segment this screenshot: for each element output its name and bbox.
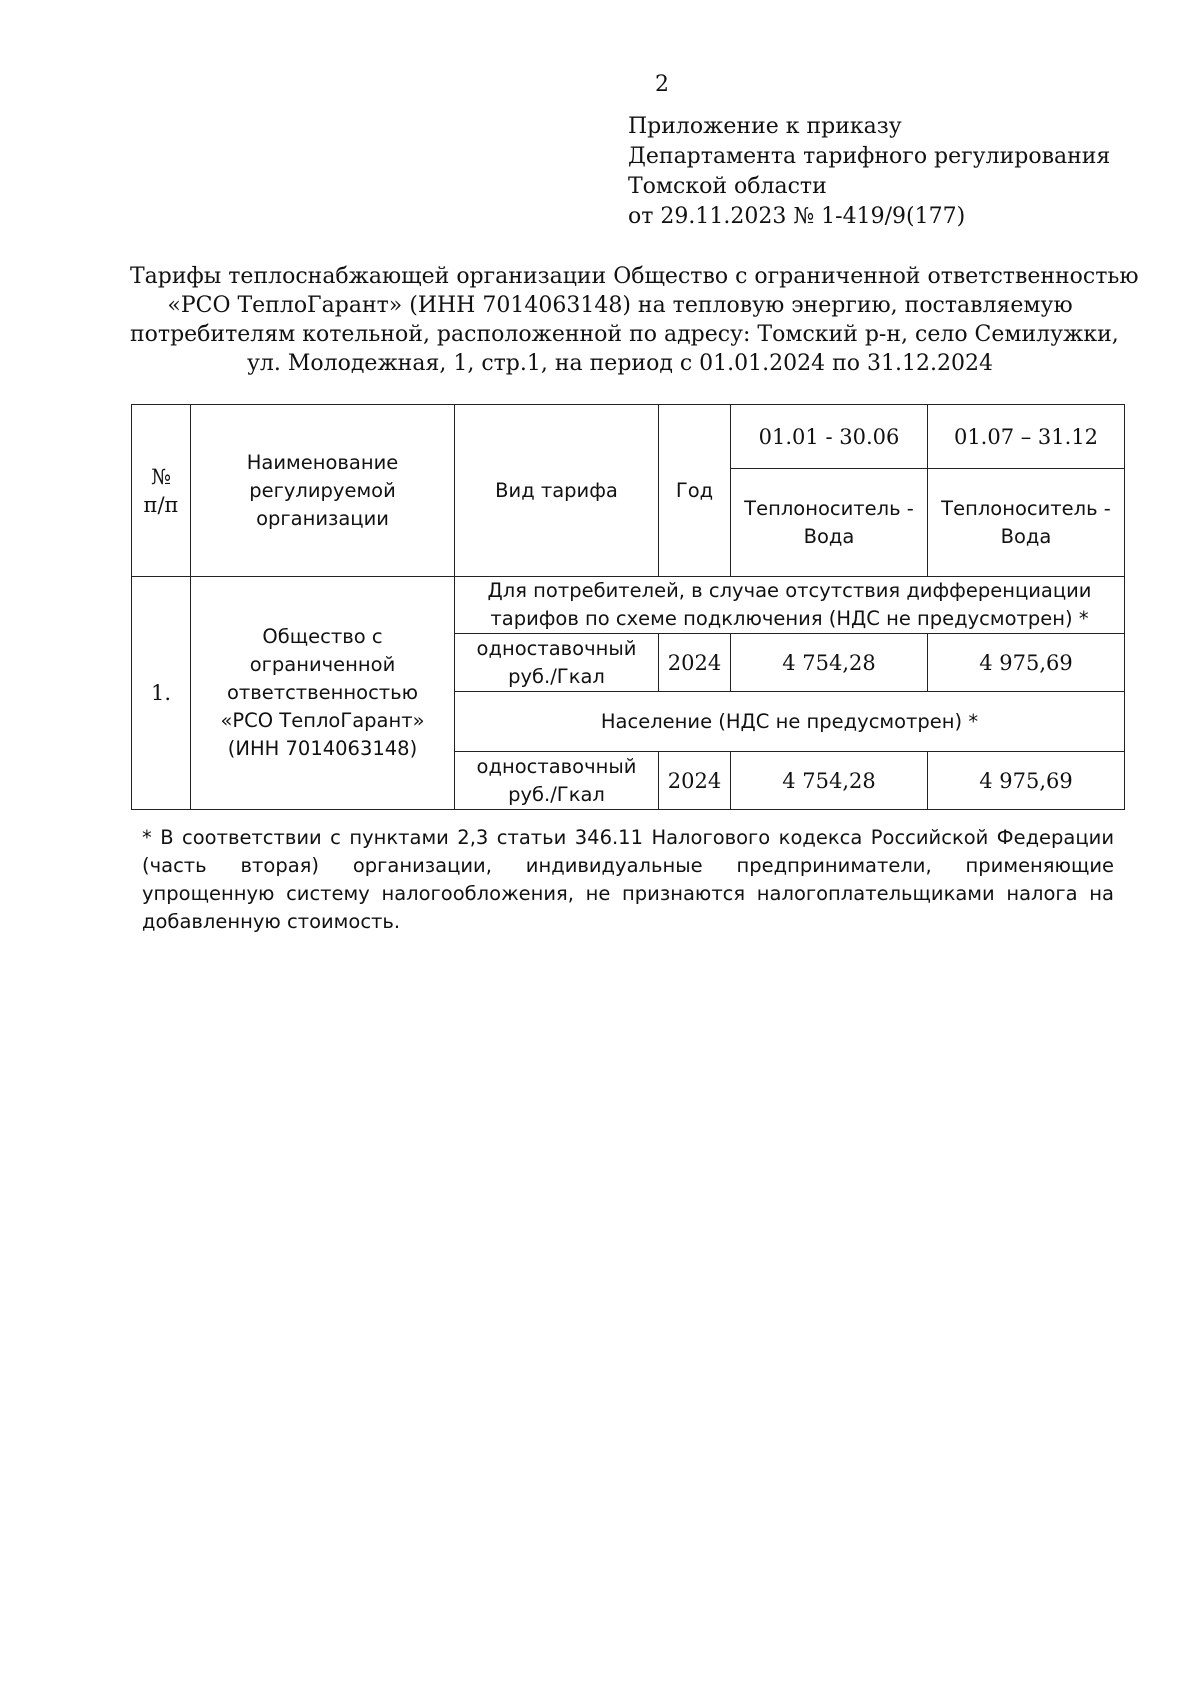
appendix-line: Томской области — [628, 174, 827, 199]
title-line: ул. Молодежная, 1, стр.1, на период с 01.01.2024 по 31.12.2024 — [246, 351, 993, 376]
header-organization: Наименование регулируемой организации — [191, 405, 455, 577]
title-line: «РСО ТеплоГарант» (ИНН 7014063148) на тепловую энергию, поставляемую — [167, 293, 1073, 318]
tariff-table — [131, 404, 1125, 810]
row-number: 1. — [132, 577, 191, 810]
page-number: 2 — [655, 72, 669, 97]
tariff-type-cell: одноставочный руб./Гкал — [455, 634, 659, 692]
header-number: № п/п — [132, 405, 191, 577]
document-title — [130, 262, 1139, 378]
appendix-line: Приложение к приказу — [628, 114, 902, 139]
appendix-header — [628, 112, 1110, 232]
section-title-consumers: Для потребителей, в случае отсутствия дифференциации тарифов по схеме подключения (НДС не предусмотрен) * — [455, 577, 1125, 634]
tariff-value-period-2: 4 975,69 — [928, 634, 1125, 692]
header-period-2: 01.07 – 31.12 — [928, 405, 1125, 469]
header-carrier-1: Теплоноситель - Вода — [731, 469, 928, 577]
year-cell: 2024 — [659, 752, 731, 810]
tariff-value-period-1: 4 754,28 — [731, 634, 928, 692]
table-row — [132, 577, 1125, 634]
tariff-value-period-2: 4 975,69 — [928, 752, 1125, 810]
row-organization: Общество с ограниченной ответственностью «РСО ТеплоГарант» (ИНН 7014063148) — [191, 577, 455, 810]
header-carrier-2: Теплоноситель - Вода — [928, 469, 1125, 577]
footnote: * В соответствии с пунктами 2,3 статьи 346.11 Налогового кодекса Российской Федерации (часть вторая) организации, индивидуальные предприниматели, применяющие упрощенную систему налогообложения, не признаются налогоплательщиками налога на добавленную стоимость. — [142, 826, 1114, 933]
tariff-type-cell: одноставочный руб./Гкал — [455, 752, 659, 810]
appendix-line: от 29.11.2023 № 1-419/9(177) — [628, 204, 966, 229]
section-title-population: Население (НДС не предусмотрен) * — [455, 692, 1125, 752]
header-year: Год — [659, 405, 731, 577]
tariff-value-period-1: 4 754,28 — [731, 752, 928, 810]
header-tariff-type: Вид тарифа — [455, 405, 659, 577]
table-header-row — [132, 405, 1125, 469]
title-line: Тарифы теплоснабжающей организации Общество с ограниченной ответственностью — [130, 264, 1139, 289]
title-line: потребителям котельной, расположенной по адресу: Томский р-н, село Семилужки, — [130, 322, 1119, 347]
appendix-line: Департамента тарифного регулирования — [628, 144, 1111, 169]
header-period-1: 01.01 - 30.06 — [731, 405, 928, 469]
year-cell: 2024 — [659, 634, 731, 692]
